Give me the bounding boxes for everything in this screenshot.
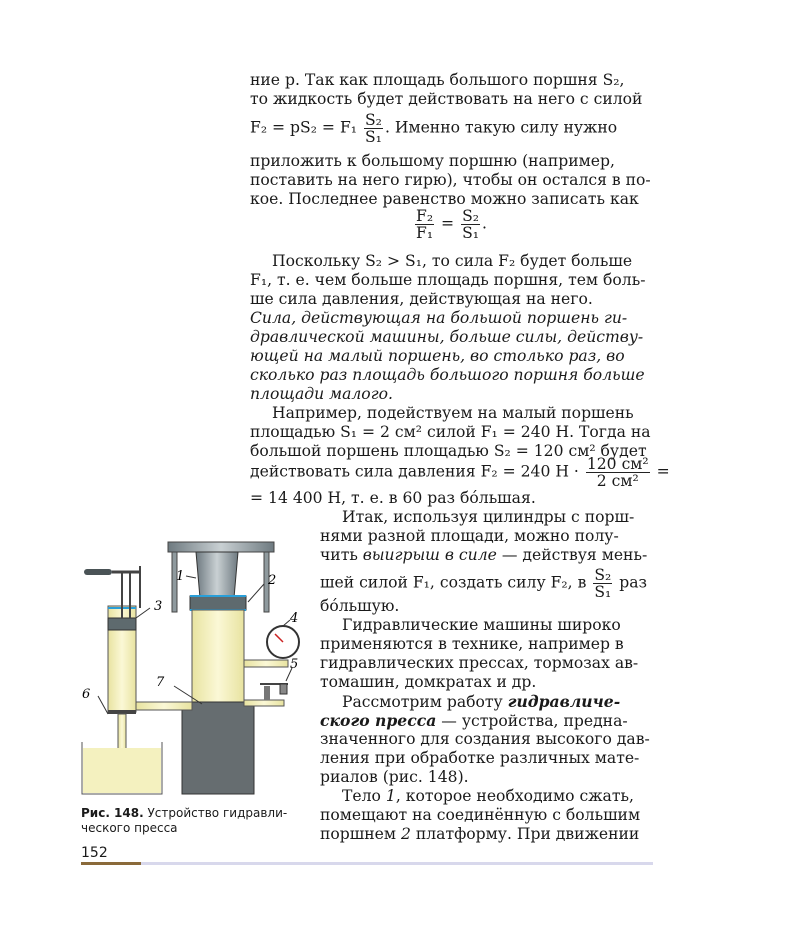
label-4: 4 bbox=[290, 611, 299, 626]
caption-number: Рис. 148. bbox=[81, 806, 144, 820]
term-emphasis: ского пресса bbox=[320, 711, 437, 730]
text-segment: , которое необходимо сжать, bbox=[395, 787, 634, 805]
text-line: риалов (рис. 148). bbox=[320, 768, 469, 786]
lever-handle bbox=[84, 569, 112, 575]
text-line: F₁, т. е. чем больше площадь поршня, тем боль- bbox=[250, 271, 646, 289]
small-piston bbox=[108, 618, 136, 630]
footer-accent bbox=[81, 862, 141, 865]
text-segment: чить bbox=[320, 546, 363, 564]
rule-line: площади малого. bbox=[250, 385, 393, 403]
text-segment: платформу. При движении bbox=[410, 825, 640, 843]
text-line: . Именно такую силу нужно bbox=[384, 118, 618, 137]
equation bbox=[413, 208, 487, 241]
fraction bbox=[364, 112, 383, 145]
numerator: F₂ bbox=[416, 207, 434, 225]
text-line: Например, подействуем на малый поршень bbox=[272, 404, 634, 422]
period: . bbox=[482, 214, 487, 233]
press-base bbox=[182, 702, 254, 794]
platform bbox=[190, 596, 246, 610]
caption-text: ческого пресса bbox=[81, 821, 178, 835]
press-top-plate bbox=[168, 542, 274, 552]
formula-line bbox=[250, 112, 617, 145]
text-line: ние p. Так как площадь большого поршня S₂, bbox=[250, 71, 625, 89]
label-5: 5 bbox=[290, 657, 299, 672]
formula-line bbox=[250, 456, 670, 489]
numerator: S₂ bbox=[462, 207, 480, 225]
text-line: ления при обработке различных мате- bbox=[320, 749, 640, 767]
denominator: S₁ bbox=[365, 128, 382, 146]
text-segment: Рассмотрим работу bbox=[342, 693, 508, 711]
text-line: площадью S₁ = 2 см² силой F₁ = 240 Н. Тогда на bbox=[250, 423, 651, 441]
text-line: раз bbox=[619, 573, 648, 592]
formula-line bbox=[320, 567, 647, 600]
rule-line: сколько раз площадь большого поршня больше bbox=[250, 366, 645, 384]
rule-line: дравлической машины, больше силы, действу- bbox=[250, 328, 644, 346]
equals-sign: = bbox=[656, 462, 670, 481]
text-line: бóльшую. bbox=[320, 597, 400, 615]
formula-text: F₂ = pS₂ = F₁ bbox=[250, 118, 358, 137]
label-6: 6 bbox=[82, 687, 91, 702]
text-line: томашин, домкратах и др. bbox=[320, 673, 537, 691]
text-line: Гидравлические машины широко bbox=[342, 616, 621, 634]
text-line: большой поршень площадью S₂ = 120 см² будет bbox=[250, 442, 647, 460]
denominator: S₁ bbox=[462, 224, 480, 242]
connecting-pipe bbox=[136, 702, 192, 710]
text-segment: — действуя мень- bbox=[496, 546, 648, 564]
text-line: гидравлических прессах, тормозах ав- bbox=[320, 654, 639, 672]
fraction bbox=[461, 208, 480, 241]
large-cylinder bbox=[192, 610, 244, 702]
label-2: 2 bbox=[268, 573, 277, 588]
hydraulic-press-figure bbox=[78, 536, 310, 804]
text-line bbox=[320, 546, 647, 565]
fraction bbox=[593, 567, 612, 600]
equals-sign: = bbox=[441, 214, 455, 233]
text-segment: поршнем bbox=[320, 825, 401, 843]
label-1: 1 bbox=[176, 569, 185, 584]
text-line: поставить на него гирю), чтобы он остался в по- bbox=[250, 171, 651, 189]
text-line: Итак, используя цилиндры с порш- bbox=[342, 508, 635, 526]
text-line: приложить к большому поршню (например, bbox=[250, 152, 615, 170]
page-number: 152 bbox=[81, 845, 108, 861]
term-emphasis: гидравличе- bbox=[507, 692, 621, 711]
reservoir-liquid bbox=[83, 748, 161, 793]
body-to-compress bbox=[196, 552, 238, 598]
text-line: = 14 400 Н, т. е. в 60 раз бóльшая. bbox=[250, 489, 536, 507]
label-3: 3 bbox=[154, 599, 163, 614]
numerator: S₂ bbox=[365, 111, 382, 129]
text-line bbox=[320, 711, 628, 731]
text-line: применяются в технике, например в bbox=[320, 635, 624, 653]
fraction bbox=[415, 208, 434, 241]
denominator: S₁ bbox=[594, 583, 612, 601]
text-line: Поскольку S₂ > S₁, то сила F₂ будет больше bbox=[272, 252, 633, 270]
text-line: ше сила давления, действующая на него. bbox=[250, 290, 593, 308]
text-line: действовать сила давления F₂ = 240 Н · bbox=[250, 462, 579, 481]
text-line: шей силой F₁, создать силу F₂, в bbox=[320, 573, 587, 592]
text-line bbox=[342, 692, 620, 712]
text-line: нями разной площади, можно полу- bbox=[320, 527, 619, 545]
text-segment: — устройства, предна- bbox=[436, 712, 628, 730]
denominator: F₁ bbox=[416, 224, 434, 242]
fraction bbox=[586, 456, 650, 489]
text-line: кое. Последнее равенство можно записать как bbox=[250, 190, 639, 208]
label-7: 7 bbox=[156, 675, 165, 690]
footer-rule bbox=[81, 862, 653, 865]
caption-text: Устройство гидравли- bbox=[143, 806, 288, 820]
numerator: 120 см² bbox=[586, 455, 649, 473]
term-emphasis: 1 bbox=[385, 787, 396, 805]
text-line bbox=[342, 787, 634, 806]
figure-caption bbox=[81, 806, 287, 836]
text-line: то жидкость будет действовать на него с силой bbox=[250, 90, 643, 108]
text-line: значенного для создания высокого дав- bbox=[320, 730, 650, 748]
text-line: помещают на соединённую с большим bbox=[320, 806, 641, 824]
term-emphasis: 2 bbox=[400, 825, 411, 843]
rule-line: ющей на малый поршень, во столько раз, во bbox=[250, 347, 625, 365]
denominator: 2 см² bbox=[596, 472, 639, 490]
term-emphasis: выигрыш в силе bbox=[362, 546, 497, 564]
text-segment: Тело bbox=[342, 787, 386, 805]
rule-line: Сила, действующая на большой поршень ги- bbox=[250, 309, 628, 327]
text-line bbox=[320, 825, 639, 844]
numerator: S₂ bbox=[594, 566, 612, 584]
